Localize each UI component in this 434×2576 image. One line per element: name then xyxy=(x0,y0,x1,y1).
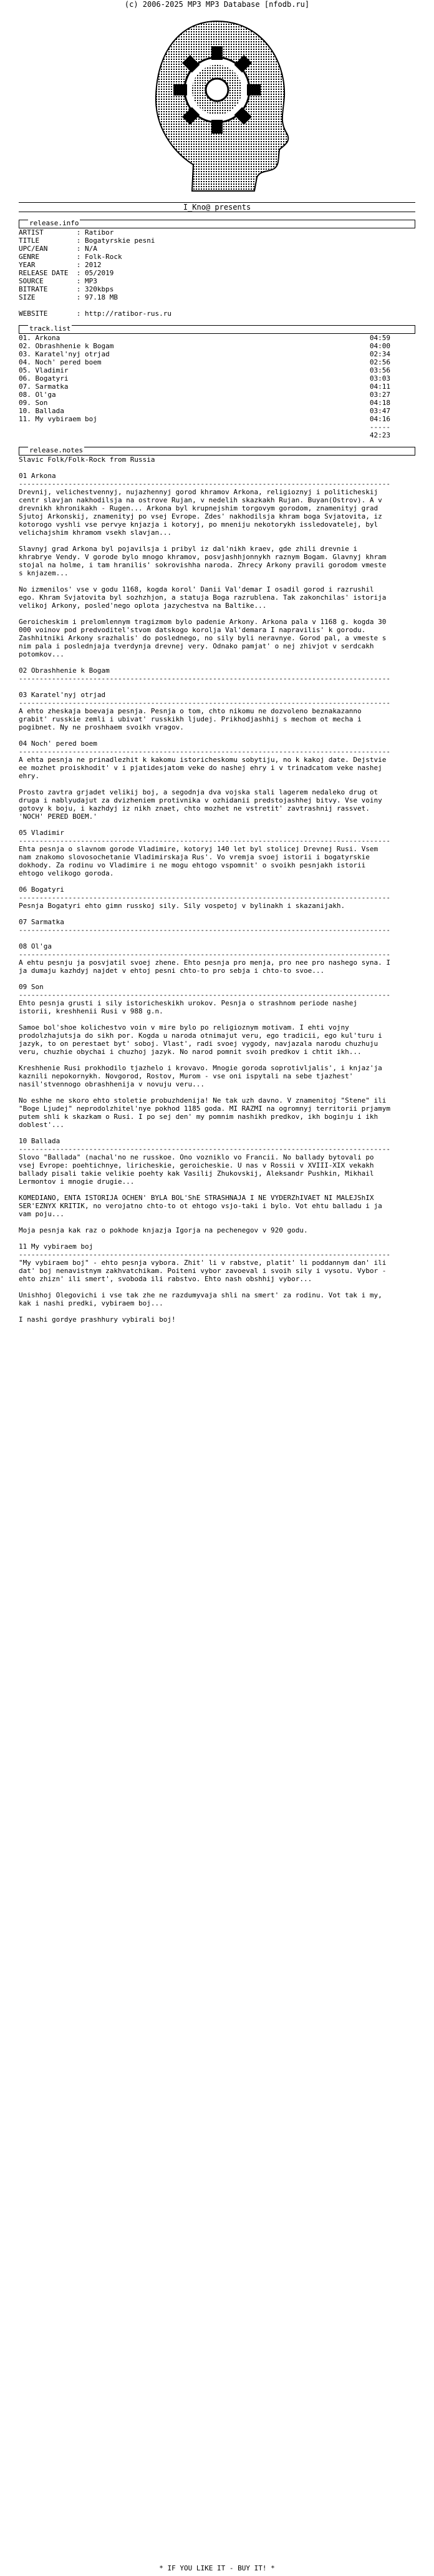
release-info-block: ARTIST : Ratibor TITLE : Bogatyrskie pesni UPC/EAN : N/A GENRE : Folk-Rock YEAR : 2012 RELEASE DATE : 05/2019 SOURCE : MP3 BITRATE : 320kbps SIZE : 97.18 MB WEBSITE : http://ratibor-rus.ru xyxy=(19,228,172,318)
section-title: release.info xyxy=(29,219,79,227)
section-title: release.notes xyxy=(29,446,84,454)
section-release-notes xyxy=(19,447,415,456)
section-track-list xyxy=(19,325,415,334)
footer: * IF YOU LIKE IT - BUY IT! * xyxy=(159,2564,275,2572)
release-group: I_Kno@ presents xyxy=(183,203,251,212)
track-list-block: 01. Arkona 04:59 02. Obrashhenie k Bogam 04:00 03. Karatel'nyj otrjad 02:34 04. Noch' pered boem 02:56 05. Vladimir 03:56 06. Bogatyri 03:03 07. Sarmatka 04:11 08. Ol'ga 03:27 09. Son 04:18 10. Ballada 03:47 11. My vybiraem boj 04:16 ----- 42:23 xyxy=(19,334,391,439)
section-release-info xyxy=(19,220,415,228)
header-line: (c) 2006-2025 MP3 MP3 Database [nfodb.ru] xyxy=(124,0,310,9)
release-notes-block: Slavic Folk/Folk-Rock from Russia 01 Arkona ------------------------------------------------------------------------------------------ Drevnij, velichestvennyj, nujazhennyj gorod khramov Arkona, religioznyj i politicheskij centr slavjan nakhodilsja na ostrove Rujan, v nedelih skazkakh Rujan. Buyan(Ostrov). A v drevnikh khronikakh - Rugen... Arkona byl krupnejshim torgovym gorodom, znamenityj grad Sjutoj Arkonskij, znamenityj po vsej Evrope. Zdes' nakhodilsja khram boga Svjatovita, iz kotorogo vyshli vse pervye knjazja i kotoryj, po mneniju nekotorykh issledovatelej, byl velichajshim khramom vsekh slavjan... Slavnyj grad Arkona byl pojavilsja i pribyl iz dal'nikh kraev, gde zhili drevnie i khrabrye Vendy. V gorode bylo mnogo khramov, posvjashhjonnykh raznym Bogam. Glavnyj khram stojal na holme, i tam hranilis' sokrovishha naroda. Zhrecy Arkony pravili gorodom vmeste s knjazem... No izmenilos' vse v godu 1168, kogda korol' Danii Val'demar I osadil gorod i razrushil ego. Khram Svjatovita byl sozhzhjon, a statuja Boga razrublena. Tak zakonchilas' istorija velikoj Arkony, posled'nego oplota jazychestva na Baltike... Geroicheskim i prelomlennym tragizmom bylo padenie Arkony. Arkona pala v 1168 g. kogda 30 000 voinov pod predvoditel'stvom datskogo korolja Val'demara I napravilis' k gorodu. Zashhitniki Arkony srazhalis' do poslednego, no sily byli neravnye. Gorod pal, a vmeste s nim pala i poslednjaja tverdynja drevnej very. Odnako pamjat' o nej zhivjot v serdcakh potomkov... 02 Obrashhenie k Bogam ------------------------------------------------------------------------------------------ 03 Karatel'nyj otrjad ------------------------------------------------------------------------------------------ A ehto zheskaja boevaja pesnja. Pesnja o tom, chto nikomu ne dozvoleno beznakazanno grabit' russkie zemli i ubivat' russkikh ljudej. Prikhodjashhij s mechom ot mecha i pogibnet. Ny ne proshhaem svoikh vragov. 04 Noch' pered boem ------------------------------------------------------------------------------------------ A ehta pesnja ne prinadlezhit k kakomu istoricheskomu sobytiju, no k kakoj date. Dejstvie ee mozhet proiskhodit' v i pjatidesjatom veke do nashej ehry i v trinadcatom veke nashej ehry. Prosto zavtra grjadet velikij boj, a segodnja dva vojska stali lagerem nedaleko drug ot druga i nablyudajut za dvizheniem protivnika v ozhidanii predstojashhej bitvy. Vse voiny gotovy k boju, i kazhdyj iz nikh znaet, chto mozhet ne vstretit' zavtrashnij rassvet. 'NOCH' PERED BOEM.' 05 Vladimir ------------------------------------------------------------------------------------------ Ehta pesnja o slavnom gorode Vladimire, kotoryj 140 let byl stolicej Drevnej Rusi. Vsem nam znakomo slovosochetanie Vladimirskaja Rus'. Vo vremja svoej istorii i bogatyrskie dokhody. Za rodinu vo Vladimire i ne mogu ehtogo vspomnit' o svoikh pesnjakh istorii ehtogo velikogo goroda. 06 Bogatyri ------------------------------------------------------------------------------------------ Pesnja Bogatyri ehto gimn russkoj sily. Sily vospetoj v bylinakh i skazanijakh. 07 Sarmatka ------------------------------------------------------------------------------------------ 08 Ol'ga ------------------------------------------------------------------------------------------ A ehtu pesnju ja posvjatil svoej zhene. Ehto pesnja pro menja, pro nee pro nashego syna. I ja dumaju kazhdyj najdet v ehtoj pesni chto-to pro sebja i chto-to svoe... 09 Son ------------------------------------------------------------------------------------------ Ehto pesnja grusti i sily istoricheskikh urokov. Pesnja o strashnom periode nashej istorii, kreshhenii Rusi v 988 g.n. Samoe bol'shoe kolichestvo voin v mire bylo po religioznym motivam. I ehti vojny prodolzhajutsja do sikh por. Kogda u naroda otnimajut veru, ego tradicii, ego kul'turu i jazyk, to on perestaet byt' soboj. Vlast', radi svoej vygody, navjazala narodu chuzhuju veru, chuzhie obychai i chuzhoj jazyk. No narod pomnit svoih predkov i chtit ikh... Kreshhenie Rusi prokhodilo tjazhelo i krovavo. Mnogie goroda soprotivljalis', i knjaz'ja kaznili nepokornykh. Novgorod, Rostov, Murom - vse oni ispytali na sebe tjazhest' nasil'stvennogo obrashhenija v novuju veru... No eshhe ne skoro ehto stoletie probuzhdenija! Ne tak uzh davno. V znamenitoj "Stene" ili "Boge Ljudej" neprodolzhitel'nye pokhod 1185 goda. MI RAZMI na ogromnyj territorii prjamym putem shli k skazkam o Rusi. I po sej den' my pomnim nashikh predkov, ikh boginju i ikh doblest'... 10 Ballada ------------------------------------------------------------------------------------------ Slovo "Ballada" (nachal'no ne russkoe. Ono vozniklo vo Francii. No ballady bytovali po vsej Evrope: poehtichnye, liricheskie, geroicheskie. U nas v Rossii v XVIII-XIX vekakh ballady pisali takie velikie poehty kak Vasilij Zhukovskij, Aleksandr Pushkin, Mikhail Lermontov i mnogie drugie... KOMEDIANO, ENTA ISTORIJA OCHEN' BYLA BOL'ShE STRASHNAJA I NE VYDERZhIVAET NI MALEJShIX SER'EZNYX KRITIK, no verojatno chto-to ot ehtogo vsjo-taki i bylo. Vot ehtu balladu i ja vam poju... Moja pesnja kak raz o pokhode knjazja Igorja na pechenegov v 920 godu. 11 My vybiraem boj ------------------------------------------------------------------------------------------ "My vybiraem boj" - ehto pesnja vybora. Zhit' li v rabstve, platit' li poddannym dan' ili dat' boj nenavistnym zakhvatchikam. Poiteni vybor zavoeval i svoih sily i vysotu. Vybor - ehto zhizn' ili smert', svoboda ili rabstvo. Ehto nash obshhij vybor... Unishhoj Olegovichi i vse tak zhe ne razdumyvaja shli na smert' za rodinu. Vot tak i my, kak i nashi predki, vybiraem boj... I nashi gordye prashhury vybirali boj! xyxy=(19,456,391,1324)
head-gear-ascii-art xyxy=(123,9,311,196)
section-title: track.list xyxy=(29,324,71,333)
